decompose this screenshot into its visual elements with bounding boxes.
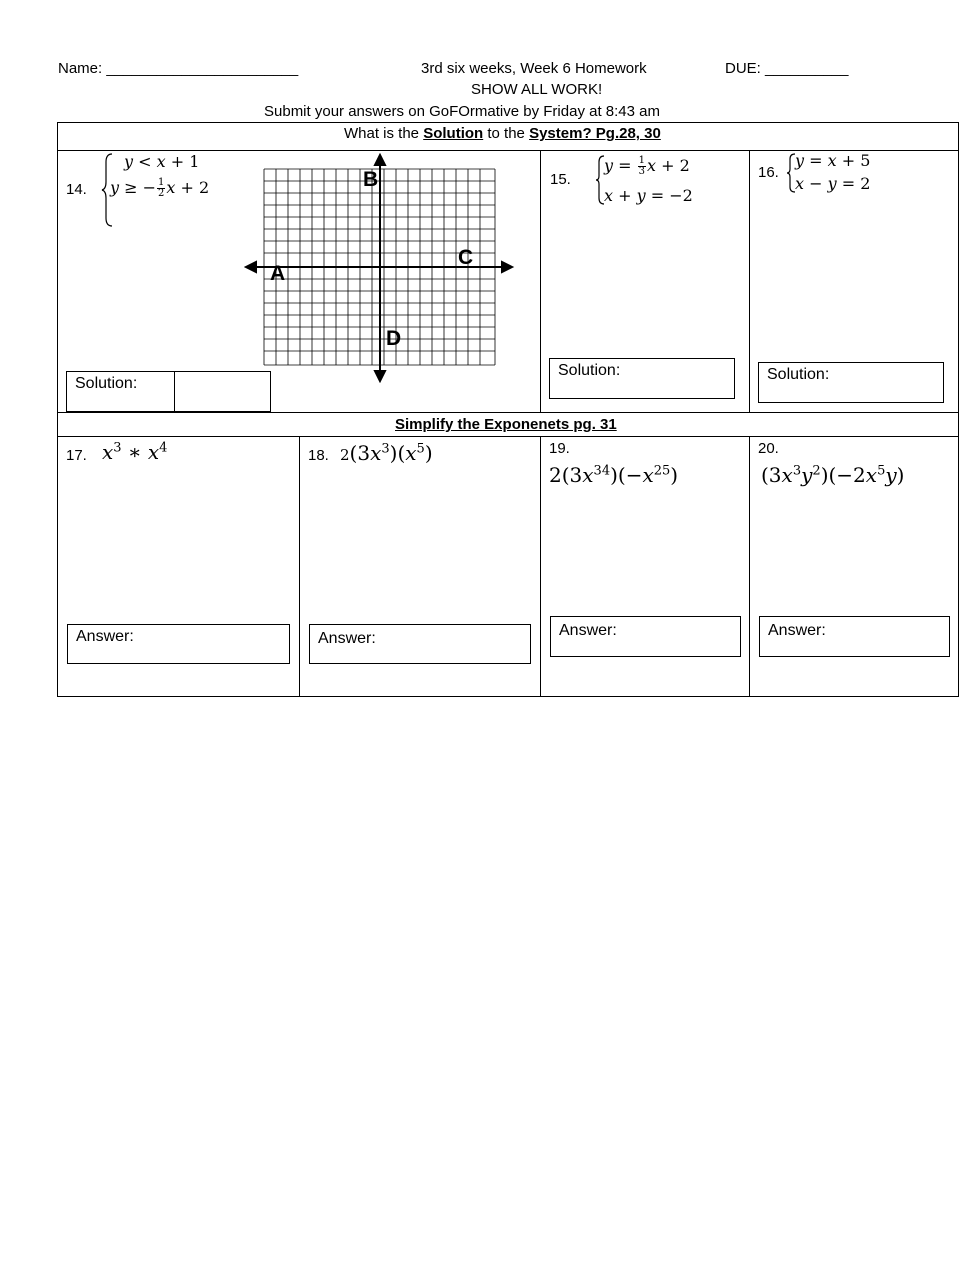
problem-19-expression: $2(3x^{34})(-x^{25})$ xyxy=(549,463,679,487)
show-work-note: SHOW ALL WORK! xyxy=(471,81,603,98)
row-divider xyxy=(57,436,959,437)
col-divider xyxy=(749,436,750,697)
section-heading-systems: What is the Solution to the System? Pg.28, 30 xyxy=(344,125,661,142)
problem-14-number: 14. xyxy=(66,181,87,198)
problem-14-ineq-1: y < x + 1 xyxy=(124,152,200,171)
solution-label-15: Solution: xyxy=(558,362,621,379)
answer-label-19: Answer: xyxy=(559,622,617,639)
problem-18-number: 18. xyxy=(308,447,329,464)
col-divider xyxy=(749,150,750,412)
row-divider xyxy=(57,412,959,413)
answer-label-17: Answer: xyxy=(76,628,134,645)
problem-16-number: 16. xyxy=(758,164,779,181)
submit-note: Submit your answers on GoFOrmative by Friday at 8:43 am xyxy=(264,103,660,120)
problem-16-eq-2: x − y = 2 xyxy=(795,174,871,193)
graph-point-label-d: D xyxy=(386,327,402,350)
problem-19-number: 19. xyxy=(549,440,570,457)
problem-15-number: 15. xyxy=(550,171,571,188)
col-divider xyxy=(540,150,541,412)
problem-20-number: 20. xyxy=(758,440,779,457)
problem-18-expression: $2(3x^3)(x^5)$ xyxy=(340,441,433,465)
section-heading-exponents: Simplify the Exponenets pg. 31 xyxy=(395,416,617,433)
due-field[interactable]: DUE: __________ xyxy=(725,60,849,77)
problem-15-eq-1: y = $\frac{1}{3}$ x + 2 xyxy=(604,155,690,177)
graph-point-label-a: A xyxy=(270,262,286,285)
worksheet-title: 3rd six weeks, Week 6 Homework xyxy=(421,60,647,77)
problem-20-expression: $(3x^3y^2)(-2x^5y)$ xyxy=(761,463,905,487)
graph-point-label-b: B xyxy=(363,168,379,191)
problem-16-eq-1: y = x + 5 xyxy=(795,151,871,170)
col-divider xyxy=(299,436,300,697)
answer-label-20: Answer: xyxy=(768,622,826,639)
solution-label-14: Solution: xyxy=(75,375,138,392)
solution-box-divider xyxy=(174,371,175,412)
col-divider xyxy=(540,436,541,697)
name-field[interactable]: Name: _______________________ xyxy=(58,60,299,77)
problem-15-eq-2: x + y = −2 xyxy=(604,186,693,205)
graph-point-label-c: C xyxy=(458,246,474,269)
problem-14-ineq-2: y ≥ − $\frac{1}{2}$ x + 2 xyxy=(110,177,210,199)
solution-label-16: Solution: xyxy=(767,366,830,383)
answer-label-18: Answer: xyxy=(318,630,376,647)
problem-17-number: 17. xyxy=(66,447,87,464)
problem-17-expression: $x^3$ ∗ $x^4$ xyxy=(102,440,168,464)
